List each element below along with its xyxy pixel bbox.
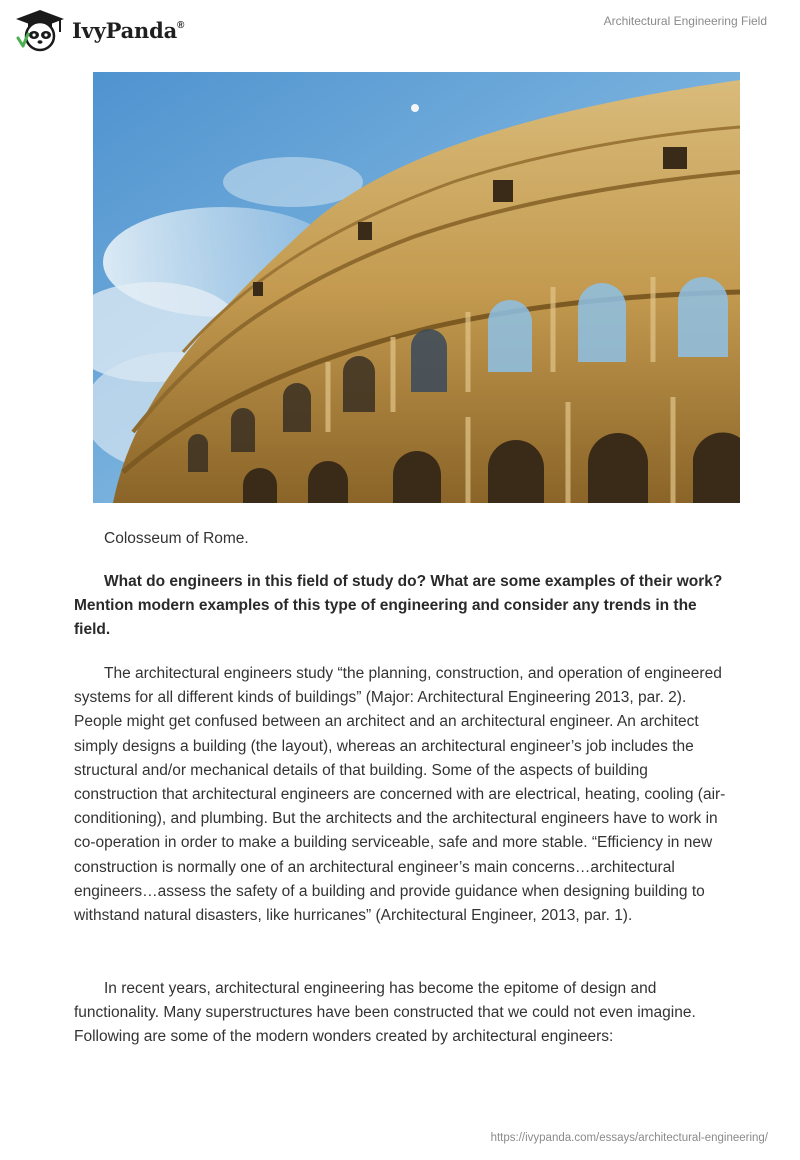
registered-mark: ®: [177, 19, 185, 31]
section-question-heading: What do engineers in this field of study do? What are some examples of their work? Mention modern examples of this type of engineering and consider any trends in the field.: [74, 573, 723, 638]
body-paragraph-1: The architectural engineers study “the planning, construction, and operation of engineered systems for all different kinds of buildings” (Major: Architectural Engineering 2013, par. 2). People might get confused between an architect and an architectural engineer. An architect simply designs a building (the layout), whereas an architectural engineer’s job includes the structural and/or mechanical details of that building. Some of the aspects of building construction that architectural engineers are concerned with are electrical, heating, cooling (air-conditioning), and plumbing. But the architects and the architectural engineers have to work in co-operation in order to make a building serviceable, safe and more stable. “Efficiency in new construction is normally one of an architectural engineer’s main concerns…architectural engineers…assess the safety of a building and provide guidance when designing building to withstand natural disasters, like hurricanes” (Architectural Engineer, 2013, par. 1).: [74, 665, 726, 925]
body-paragraph-2: In recent years, architectural engineering has become the epitome of design and functionality. Many superstructures have been constructed that we could not even imagine. Following are some of the modern wonders created by architectural engineers:: [74, 980, 696, 1046]
document-title: Architectural Engineering Field: [603, 14, 767, 28]
colosseum-photo: [93, 72, 740, 503]
ivypanda-logo[interactable]: [14, 8, 184, 52]
page-header: [0, 0, 800, 60]
brand-name: IvyPanda®: [72, 17, 185, 43]
source-url-link[interactable]: https://ivypanda.com/essays/architectural-engineering/: [490, 1132, 768, 1144]
image-caption: Colosseum of Rome.: [104, 530, 249, 547]
panda-graduate-icon: [14, 8, 66, 52]
